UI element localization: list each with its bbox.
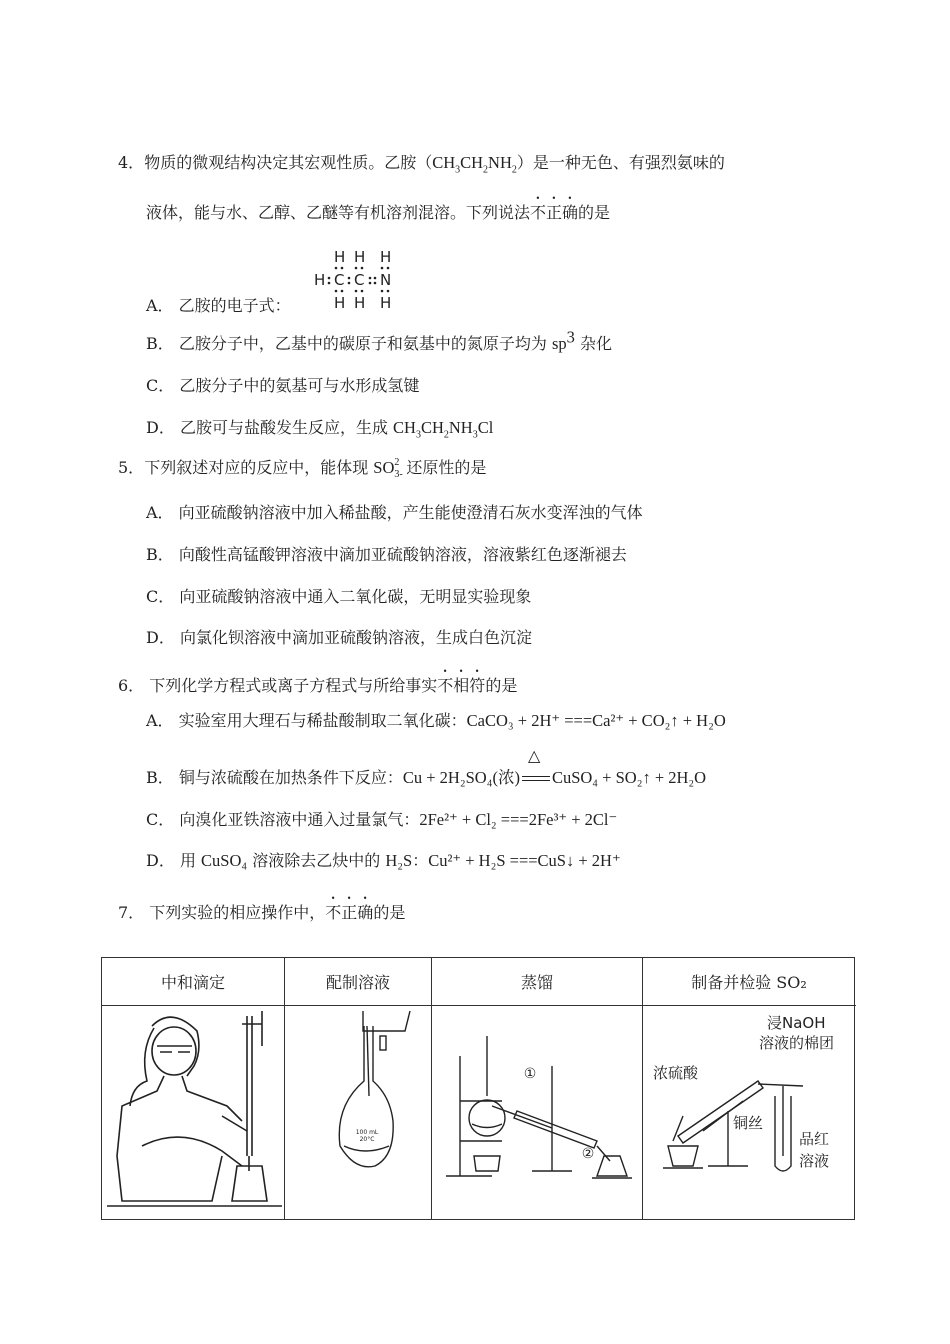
q6-option-c[interactable]: C． 向溴化亚铁溶液中通入过量氯气：2Fe²⁺ + Cl₂ ===2Fe³⁺ + 2Cl⁻ [146, 810, 618, 829]
q4-stem-b: ）是一种无色、有强烈氨味的 [516, 153, 725, 172]
distillation-figure [432, 1006, 642, 1220]
svg-text:100 mL: 100 mL [355, 1129, 379, 1136]
q4-number: 4． [118, 153, 145, 172]
q4-stem-c: 液体，能与水、乙醇、乙醚等有机溶剂混溶。下列说法 [146, 203, 531, 222]
experiment-table [101, 957, 855, 1220]
q4-stem-line1 [118, 153, 725, 176]
svg-text:溶液: 溶液 [799, 1152, 830, 1170]
n-atom: N [380, 271, 392, 289]
svg-text:铜丝: 铜丝 [733, 1114, 764, 1132]
c-atom-1: C [334, 271, 345, 289]
q5-option-d[interactable]: D． 向氯化钡溶液中滴加亚硫酸钠溶液，生成白色沉淀 [146, 628, 532, 647]
q6-stem: 6． 下列化学方程式或离子方程式与所给事实不相符的是 [118, 676, 518, 695]
titration-figure [102, 1006, 284, 1220]
c-atom-2: C [354, 271, 365, 289]
label-1: ① [523, 1066, 537, 1082]
h-top-2: H [354, 248, 366, 266]
q4-option-a[interactable]: A． 乙胺的电子式： [146, 296, 291, 315]
svg-text:品红: 品红 [799, 1130, 830, 1148]
q4-stem-line2 [146, 194, 610, 223]
q4-stem-a: 物质的微观结构决定其宏观性质。乙胺（ [144, 153, 433, 172]
q4-formula: $CH_3CH_2NH_2$ [432, 153, 517, 176]
q4-product: $CH_3CH_2NH_3Cl$ [393, 418, 494, 441]
q6-option-d[interactable]: D． 用 CuSO₄ 溶液除去乙炔中的 H₂S：Cu²⁺ + H₂S ===CuS↓ + 2H⁺ [146, 851, 621, 870]
h-bottom-3: H [380, 294, 392, 310]
q5-option-c[interactable]: C． 向亚硫酸钠溶液中通入二氧化碳，无明显实验现象 [146, 587, 532, 606]
q4-option-d[interactable]: D． 乙胺可与盐酸发生反应，生成 $CH_3CH_2NH_3Cl$ [146, 418, 494, 441]
header-titration: 中和滴定 [160, 973, 225, 992]
q4-option-b[interactable]: B． 乙胺分子中，乙基中的碳原子和氨基中的氮原子均为 $sp^3$ 杂化 [146, 327, 612, 353]
h-left: H [314, 271, 326, 289]
q7-stem: 7． 下列实验的相应操作中，不正确的是 [118, 903, 406, 922]
q6-emphasis: 不相符 [437, 676, 486, 695]
heat-condition: △ [522, 768, 550, 788]
q5-option-b[interactable]: B． 向酸性高锰酸钾溶液中滴加亚硫酸钠溶液，溶液紫红色逐渐褪去 [146, 545, 627, 564]
h-top-1: H [334, 248, 346, 266]
q6-option-a[interactable]: A． 实验室用大理石与稀盐酸制取二氧化碳：CaCO₃ + 2H⁺ ===Ca²⁺ + CO₂↑ + H₂O [146, 711, 726, 730]
sulfite-ion: SO 2 3- [373, 457, 403, 481]
q4-option-c[interactable]: C． 乙胺分子中的氨基可与水形成氢键 [146, 376, 420, 395]
h-top-3: H [380, 248, 392, 266]
q4-stem-d: 的是 [578, 203, 611, 222]
q5-option-a[interactable]: A． 向亚硫酸钠溶液中加入稀盐酸，产生能使澄清石灰水变浑浊的气体 [146, 503, 643, 522]
so2-figure [643, 1006, 855, 1220]
header-so2: 制备并检验 SO₂ [691, 973, 807, 992]
q5-stem: 5．下列叙述对应的反应中，能体现 SO 2 3- 还原性的是 [118, 457, 487, 481]
electron-dot-formula [312, 248, 402, 310]
svg-text:20°C: 20°C [359, 1136, 375, 1143]
volumetric-flask-figure [285, 1006, 431, 1220]
svg-text:浸NaOH: 浸NaOH [767, 1014, 826, 1032]
h-bottom-1: H [334, 294, 346, 310]
q4-emphasis: 不正确 [530, 203, 579, 222]
header-distillation: 蒸馏 [520, 973, 553, 992]
h-bottom-2: H [354, 294, 366, 310]
header-prepare-solution: 配制溶液 [325, 973, 390, 992]
label-2: ② [581, 1146, 595, 1162]
svg-text:溶液的棉团: 溶液的棉团 [759, 1034, 835, 1052]
q6-option-b[interactable]: B． 铜与浓硫酸在加热条件下反应：Cu + 2H₂SO₄(浓) △ CuSO₄ + SO₂↑ + 2H₂O [146, 746, 707, 787]
q7-emphasis: 不正确 [325, 903, 374, 922]
svg-text:浓硫酸: 浓硫酸 [653, 1064, 699, 1082]
